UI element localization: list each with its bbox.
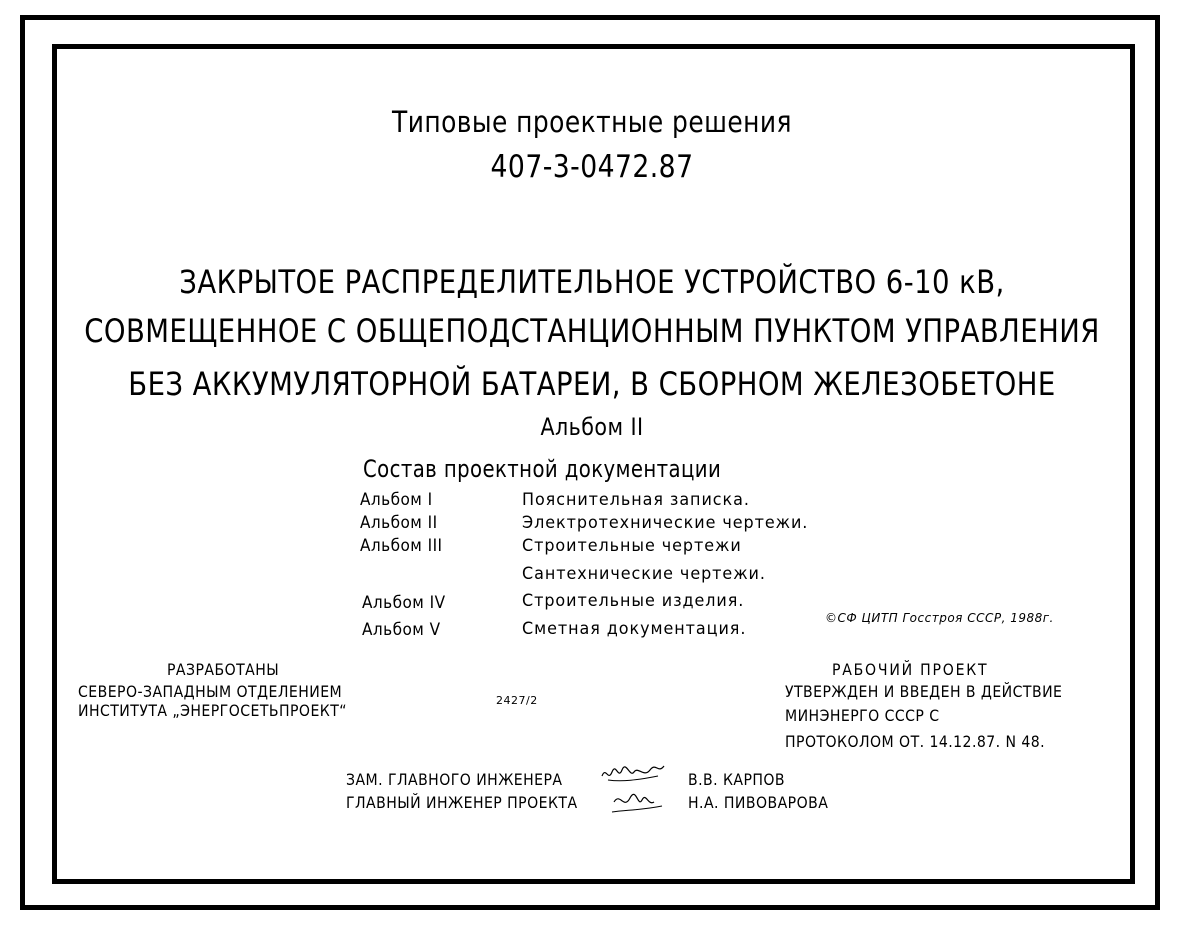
series-title: Типовые проектные решения xyxy=(392,105,792,139)
approval-line-1: РАБОЧИЙ ПРОЕКТ xyxy=(832,660,989,679)
contents-row-label: Альбом V xyxy=(362,620,441,640)
contents-row-desc: Строительные изделия. xyxy=(522,591,745,611)
contents-title: Состав проектной документации xyxy=(363,455,722,483)
developer-org-line-1: СЕВЕРО-ЗАПАДНЫМ ОТДЕЛЕНИЕМ xyxy=(78,682,343,701)
signatory-role-2: ГЛАВНЫЙ ИНЖЕНЕР ПРОЕКТА xyxy=(346,793,578,812)
contents-row-desc: Электротехнические чертежи. xyxy=(522,513,809,533)
contents-row-desc: Сантехнические чертежи. xyxy=(522,564,766,584)
signature-2-icon xyxy=(608,788,668,818)
contents-row-desc: Строительные чертежи xyxy=(522,536,742,556)
contents-row-label: Альбом IV xyxy=(362,593,446,613)
developer-label: РАЗРАБОТАНЫ xyxy=(167,660,280,679)
signatory-name-1: В.В. КАРПОВ xyxy=(688,770,786,789)
contents-row-label: Альбом I xyxy=(360,490,433,510)
document-code: 2427/2 xyxy=(496,694,538,707)
main-title-line-1: ЗАКРЫТОЕ РАСПРЕДЕЛИТЕЛЬНОЕ УСТРОЙСТВО 6-10 кВ, xyxy=(179,263,1005,301)
signatory-name-2: Н.А. ПИВОВАРОВА xyxy=(688,793,829,812)
developer-org-line-2: ИНСТИТУТА „ЭНЕРГОСЕТЬПРОЕКТ“ xyxy=(78,701,348,720)
album-label: Альбом II xyxy=(540,413,644,441)
approval-line-2: УТВЕРЖДЕН И ВВЕДЕН В ДЕЙСТВИЕ xyxy=(785,682,1063,701)
main-title-line-3: БЕЗ АККУМУЛЯТОРНОЙ БАТАРЕИ, В СБОРНОМ ЖЕЛЕЗОБЕТОНЕ xyxy=(128,365,1056,403)
approval-line-4: ПРОТОКОЛОМ ОТ. 14.12.87. N 48. xyxy=(785,732,1046,751)
series-number: 407-3-0472.87 xyxy=(490,149,694,185)
contents-row-label: Альбом III xyxy=(360,536,443,556)
approval-line-3: МИНЭНЕРГО СССР С xyxy=(785,706,940,725)
copyright-note: ©СФ ЦИТП Госстроя СССР, 1988г. xyxy=(825,611,1054,625)
contents-row-label: Альбом II xyxy=(360,513,438,533)
contents-row-desc: Пояснительная записка. xyxy=(522,490,750,510)
signatory-role-1: ЗАМ. ГЛАВНОГО ИНЖЕНЕРА xyxy=(346,770,563,789)
signature-1-icon xyxy=(598,762,668,786)
contents-row-desc: Сметная документация. xyxy=(522,619,747,639)
main-title-line-2: СОВМЕЩЕННОЕ С ОБЩЕПОДСТАНЦИОННЫМ ПУНКТОМ УПРАВЛЕНИЯ xyxy=(84,312,1100,350)
